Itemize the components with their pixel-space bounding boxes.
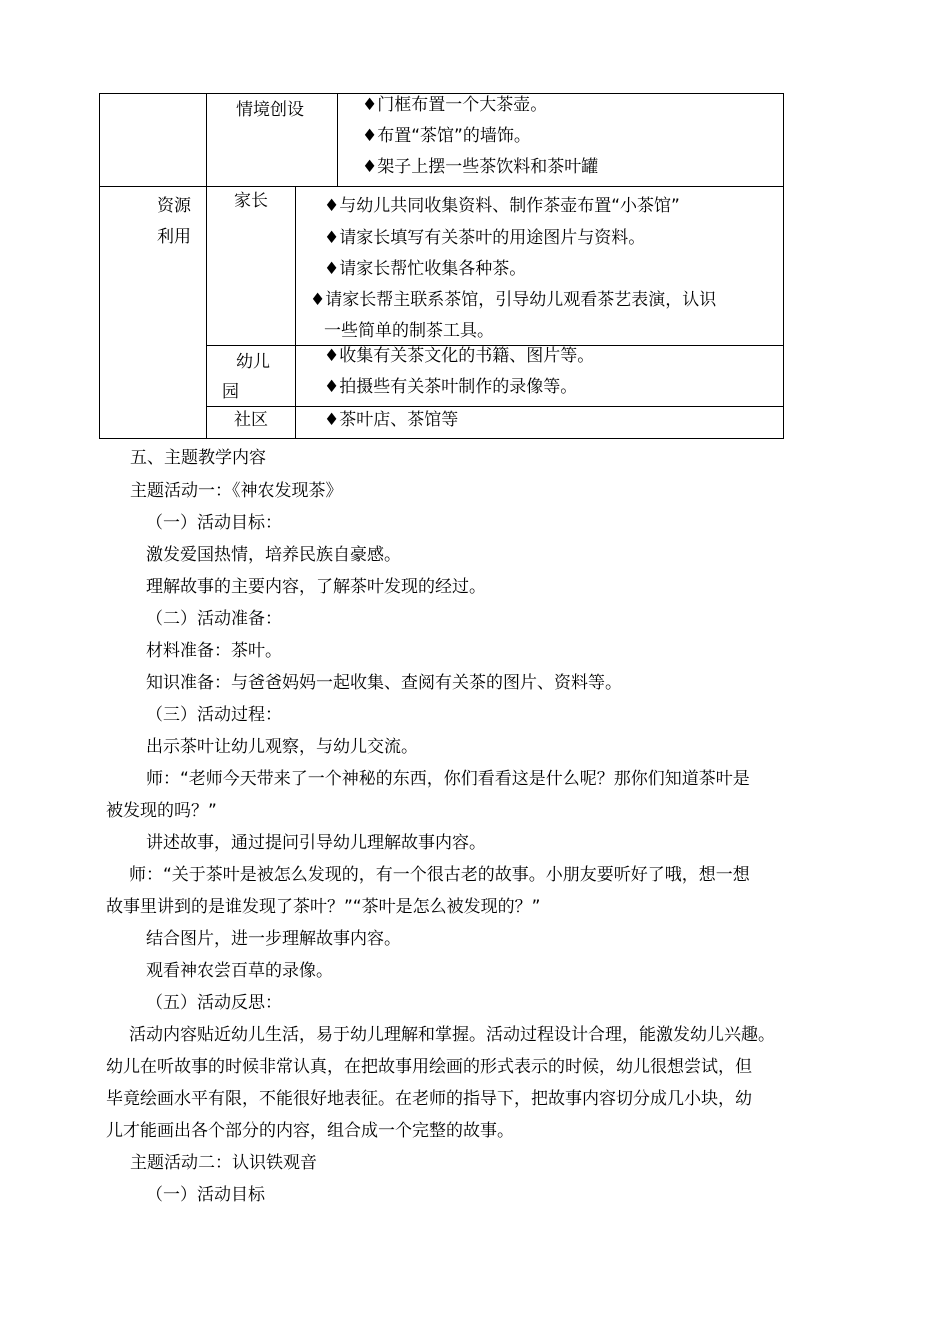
scene-item: ♦架子上摆一些茶饮料和茶叶罐 (362, 157, 599, 177)
paragraph: 毕竟绘画水平有限，不能很好地表征。在老师的指导下，把故事内容切分成几小块，幼 (106, 1089, 752, 1109)
parents-item: ♦与幼儿共同收集资料、制作茶壶布置“小茶馆” (324, 196, 680, 216)
subheading: （一）活动目标 (146, 1185, 265, 1205)
community-label: 社区 (234, 410, 268, 430)
kindergarten-label: 幼儿 (236, 352, 270, 372)
table-right-border (783, 93, 784, 439)
table-col-divider (295, 186, 296, 439)
paragraph: 故事里讲到的是谁发现了茶叶？”“茶叶是怎么被发现的？” (106, 897, 541, 917)
paragraph: 活动内容贴近幼儿生活，易于幼儿理解和掌握。活动过程设计合理，能激发幼儿兴趣。 (129, 1025, 775, 1045)
table-col-divider (206, 93, 207, 439)
scene-item: ♦布置“茶馆”的墙饰。 (362, 126, 531, 146)
parents-item: ♦请家长填写有关茶叶的用途图片与资料。 (324, 228, 646, 248)
paragraph: 激发爱国热情，培养民族自豪感。 (146, 545, 401, 565)
table-row-divider (206, 406, 784, 407)
parents-item-continued: 一些简单的制茶工具。 (324, 321, 494, 341)
subheading: （三）活动过程： (146, 705, 282, 725)
paragraph: 被发现的吗？” (106, 801, 217, 821)
activity-title: 主题活动二：认识铁观音 (130, 1153, 317, 1173)
paragraph: 材料准备：茶叶。 (146, 641, 282, 661)
table-bottom-border (99, 438, 784, 439)
activity-title: 主题活动一：《神农发现茶》 (130, 481, 343, 501)
paragraph: 师：“老师今天带来了一个神秘的东西，你们看看这是什么呢？那你们知道茶叶是 (146, 769, 750, 789)
paragraph: 出示茶叶让幼儿观察，与幼儿交流。 (146, 737, 418, 757)
kindergarten-item: ♦收集有关茶文化的书籍、图片等。 (324, 346, 595, 366)
subheading: （二）活动准备： (146, 609, 282, 629)
scene-label: 情境创设 (236, 100, 304, 120)
parents-item: ♦请家长帮忙收集各种茶。 (324, 259, 527, 279)
paragraph: 幼儿在听故事的时候非常认真，在把故事用绘画的形式表示的时候，幼儿很想尝试，但 (106, 1057, 752, 1077)
table-left-border (99, 93, 100, 439)
paragraph: 儿才能画出各个部分的内容，组合成一个完整的故事。 (106, 1121, 514, 1141)
subheading: （五）活动反思： (146, 993, 282, 1013)
community-item: ♦茶叶店、茶馆等 (324, 410, 459, 430)
parents-label: 家长 (234, 191, 268, 211)
scene-item: ♦门框布置一个大茶壶。 (362, 95, 548, 115)
kindergarten-label: 园 (222, 382, 239, 402)
section-heading: 五、主题教学内容 (130, 448, 266, 468)
paragraph: 讲述故事，通过提问引导幼儿理解故事内容。 (146, 833, 486, 853)
subheading: （一）活动目标： (146, 513, 282, 533)
paragraph: 结合图片，进一步理解故事内容。 (146, 929, 401, 949)
paragraph: 理解故事的主要内容，了解茶叶发现的经过。 (146, 577, 486, 597)
paragraph: 知识准备：与爸爸妈妈一起收集、查阅有关茶的图片、资料等。 (146, 673, 622, 693)
resource-label: 利用 (157, 227, 191, 247)
resource-label: 资源 (157, 196, 191, 216)
paragraph: 师：“关于茶叶是被怎么发现的，有一个很古老的故事。小朋友要听好了哦，想一想 (129, 865, 750, 885)
table-col-divider (337, 93, 338, 187)
paragraph: 观看神农尝百草的录像。 (146, 961, 333, 981)
parents-item: ♦请家长帮主联系茶馆，引导幼儿观看茶艺表演，认识 (310, 290, 717, 310)
kindergarten-item: ♦拍摄些有关茶叶制作的录像等。 (324, 377, 578, 397)
table-row-divider (99, 186, 784, 187)
